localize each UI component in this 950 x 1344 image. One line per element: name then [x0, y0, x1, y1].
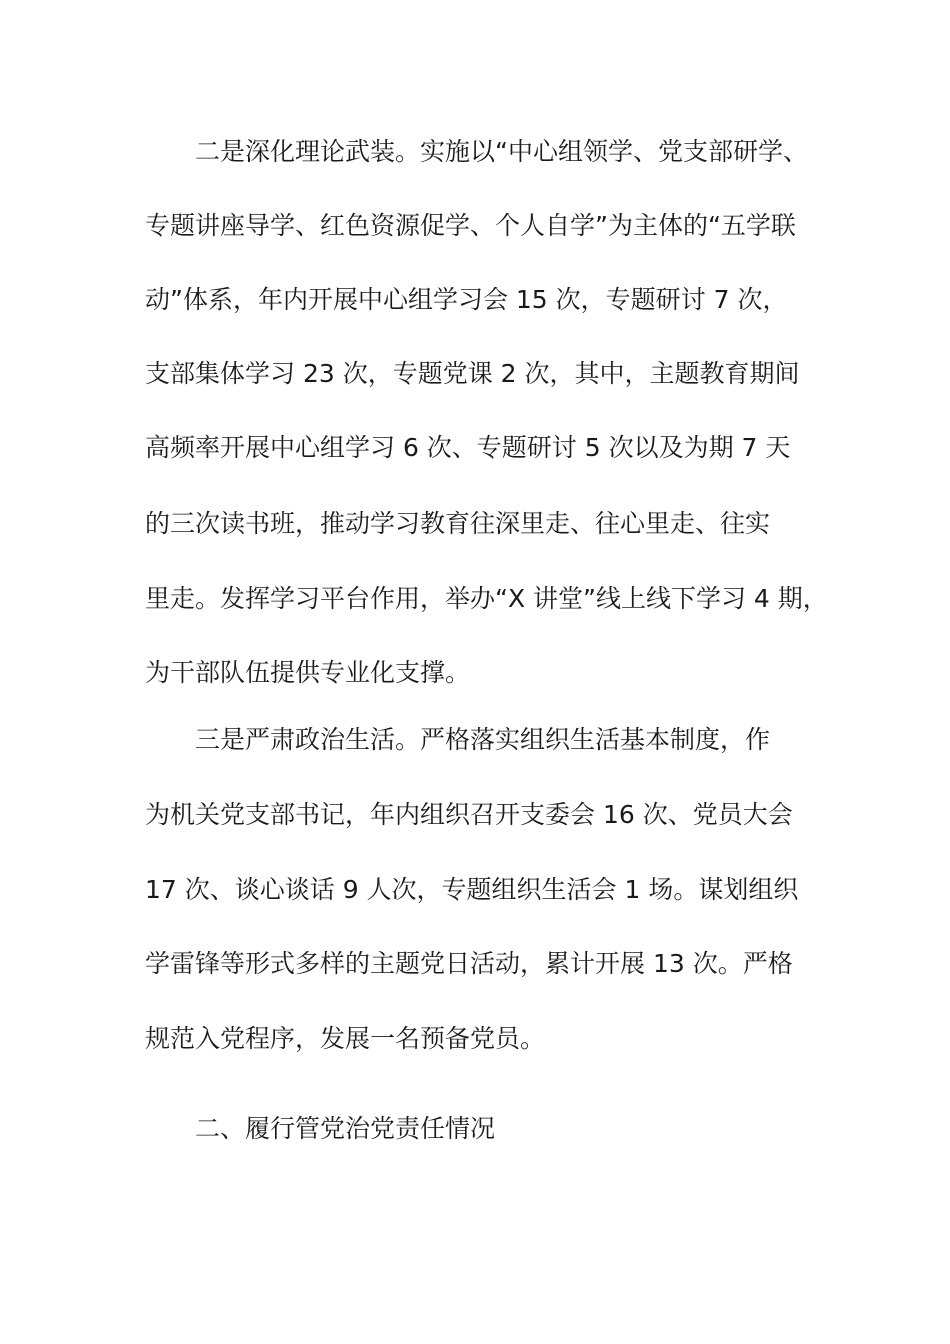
- text-line: 为机关党支部书记，年内组织召开支委会 16 次、党员大会: [145, 800, 793, 829]
- text-line: 三是严肃政治生活。严格落实组织生活基本制度，作: [195, 725, 771, 754]
- text-line: 支部集体学习 23 次，专题党课 2 次，其中，主题教育期间: [145, 359, 800, 388]
- text-line: 学雷锋等形式多样的主题党日活动，累计开展 13 次。严格: [145, 949, 793, 978]
- text-line: 专题讲座导学、红色资源促学、个人自学”为主体的“五学联: [145, 211, 796, 240]
- text-line: 动”体系，年内开展中心组学习会 15 次，专题研讨 7 次，: [145, 285, 788, 314]
- text-line: 高频率开展中心组学习 6 次、专题研讨 5 次以及为期 7 天: [145, 433, 791, 462]
- text-line: 17 次、谈心谈话 9 人次，专题组织生活会 1 场。谋划组织: [145, 875, 799, 904]
- text-line: 二是深化理论武装。实施以“中心组领学、党支部研学、: [195, 137, 808, 166]
- text-line: 里走。发挥学习平台作用，举办“X 讲堂”线上线下学习 4 期，: [145, 584, 828, 613]
- text-line: 为干部队伍提供专业化支撑。: [145, 658, 471, 687]
- text-line: 的三次读书班，推动学习教育往深里走、往心里走、往实: [145, 509, 771, 538]
- section-heading: 二、履行管党治党责任情况: [195, 1114, 496, 1143]
- text-line: 规范入党程序，发展一名预备党员。: [145, 1024, 546, 1053]
